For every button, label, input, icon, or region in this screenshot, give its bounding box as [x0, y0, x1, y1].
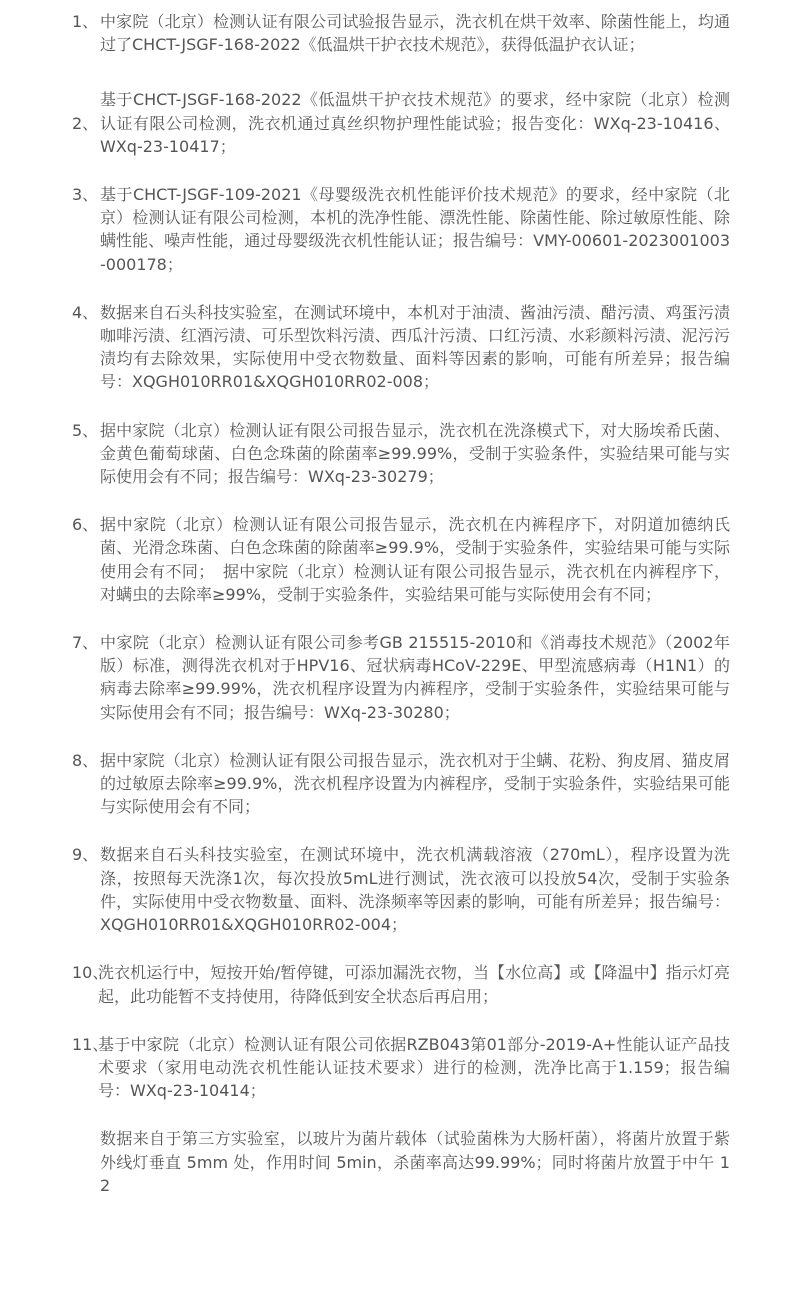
note-10: [72, 961, 730, 1007]
note-4: [72, 301, 730, 394]
note-number: 1、: [72, 12, 99, 31]
note-number: 6、: [72, 515, 99, 535]
note-text: 中家院（北京）检测认证有限公司参考GB 215515-2010和《消毒技术规范》（2002年版）标准，测得洗衣机对于HPV16、冠状病毒HCoV-229E、甲型流感病毒（H1N1）的病毒去除率≥99.99%，洗衣机程序设置为内裤程序，受制于实验条件，实验结果可能与实际使用会有不同；报告编号：WXq-23-30280；: [100, 633, 730, 722]
note-2: [72, 88, 730, 158]
note-number: 11、: [72, 1034, 109, 1054]
note-number: 10、: [72, 963, 109, 983]
note-text: 据中家院（北京）检测认证有限公司报告显示，洗衣机对于尘螨、花粉、狗皮屑、猫皮屑的过敏原去除率≥99.9%，洗衣机程序设置为内裤程序，受制于实验条件，实验结果可能与实际使用会有不同；: [100, 750, 730, 817]
note-5: [72, 419, 730, 489]
note-text: 数据来自于第三方实验室，以玻片为菌片载体（试验菌株为大肠杆菌），将菌片放置于紫外线灯垂直 5mm 处，作用时间 5min，杀菌率高达99.99%；同时将菌片放置于中午 12: [100, 1129, 730, 1195]
note-number: 9、: [72, 845, 99, 865]
note-text: 基于CHCT-JSGF-109-2021《母婴级洗衣机性能评价技术规范》的要求，经中家院（北京）检测认证有限公司检测，本机的洗净性能、漂洗性能、除菌性能、除过敏原性能、除螨性能、噪声性能，通过母婴级洗衣机性能认证；报告编号：VMY-00601-2023001003-000178；: [100, 185, 730, 274]
note-text: 基于CHCT-JSGF-168-2022《低温烘干护衣技术规范》的要求，经中家院（北京）检测认证有限公司检测，洗衣机通过真丝织物护理性能试验；报告变化：WXq-23-10416、WXq-23-10417；: [100, 90, 730, 156]
note-11: [72, 1033, 730, 1103]
note-number: 4、: [72, 302, 99, 322]
note-6: [72, 513, 730, 606]
note-number: 3、: [72, 185, 99, 205]
note-number: 7、: [72, 633, 99, 653]
note-3: [72, 183, 730, 276]
note-text: 据中家院（北京）检测认证有限公司报告显示，洗衣机在内裤程序下，对阴道加德纳氏菌、光滑念珠菌、白色念珠菌的除菌率≥99.9%，受制于实验条件，实验结果可能与实际使用会有不同； 据中家院（北京）检测认证有限公司报告显示，洗衣机在内裤程序下，对螨虫的去除率≥99%，受制于实验条件，实验结果可能与实际使用会有不同；: [100, 515, 730, 604]
note-12: [72, 1127, 730, 1197]
note-1: [72, 10, 730, 56]
note-number: 2、: [72, 113, 99, 133]
note-number: 8、: [72, 750, 99, 770]
note-text: 中家院（北京）检测认证有限公司试验报告显示，洗衣机在烘干效率、除菌性能上，均通过了CHCT-JSGF-168-2022《低温烘干护衣技术规范》，获得低温护衣认证；: [100, 12, 730, 55]
note-9: [72, 843, 730, 936]
note-text: 基于中家院（北京）检测认证有限公司依据RZB043第01部分-2019-A+性能认证产品技术要求（家用电动洗衣机性能认证技术要求）进行的检测，洗净比高于1.159；报告编号：WXq-23-10414；: [98, 1034, 730, 1101]
note-number: 5、: [72, 420, 99, 440]
note-text: 数据来自石头科技实验室，在测试环境中，洗衣机满载溶液（270mL），程序设置为洗涤，按照每天洗涤1次，每次投放5mL进行测试，洗衣液可以投放54次，受制于实验条件，实际使用中受衣物数量、面料、洗涤频率等因素的影响，可能有所差异；报告编号：XQGH010RR01&XQGH010RR02-004；: [100, 845, 730, 935]
note-text: 据中家院（北京）检测认证有限公司报告显示，洗衣机在洗涤模式下，对大肠埃希氏菌、金黄色葡萄球菌、白色念珠菌的除菌率≥99.99%，受制于实验条件，实验结果可能与实际使用会有不同；报告编号：WXq-23-30279；: [100, 420, 730, 487]
note-text: 洗衣机运行中，短按开始/暂停键，可添加漏洗衣物，当【水位高】或【降温中】指示灯亮起，此功能暂不支持使用，待降低到安全状态后再启用；: [98, 963, 730, 1006]
note-8: [72, 749, 730, 819]
note-text: 数据来自石头科技实验室，在测试环境中，本机对于油渍、酱油污渍、醋污渍、鸡蛋污渍咖啡污渍、红酒污渍、可乐型饮料污渍、西瓜汁污渍、口红污渍、水彩颜料污渍、泥污污渍均有去除效果，实际使用中受衣物数量、面料等因素的影响，可能有所差异；报告编号：XQGH010RR01&XQGH010RR02-008；: [100, 302, 730, 392]
note-7: [72, 631, 730, 724]
